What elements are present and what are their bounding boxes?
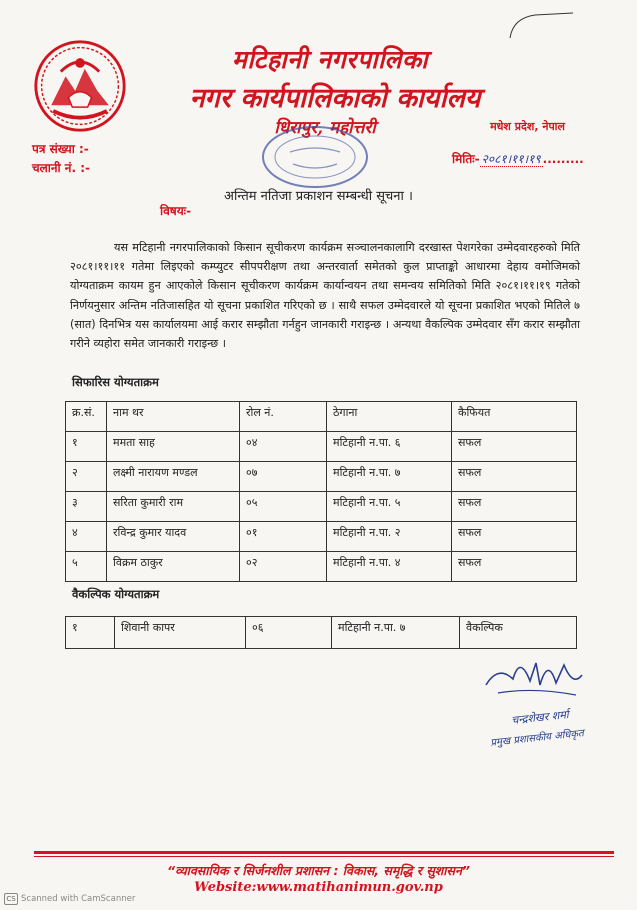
cell-roll: ०६ (246, 617, 332, 649)
cell-address: मटिहानी न.पा. २ (327, 522, 452, 552)
camscanner-icon: CS (4, 893, 18, 905)
date-value: २०८१।११।१९ (481, 152, 541, 166)
footer-slogan: “व्यावसायिक र सिर्जनशील प्रशासन : विकास, समृद्धि र सुशासन” (167, 863, 470, 878)
cell-serial: १ (66, 432, 107, 462)
cell-remarks: सफल (452, 522, 577, 552)
cell-address: मटिहानी न.पा. ५ (327, 492, 452, 522)
recommended-table (65, 401, 577, 582)
cell-address: मटिहानी न.पा. ७ (327, 462, 452, 492)
table-row (66, 492, 577, 522)
chalani-number-label: चलानी नं. :- (32, 161, 90, 175)
subject-title: अन्तिम नतिजा प्रकाशन सम्बन्धी सूचना । (224, 189, 413, 204)
cell-serial: ५ (66, 552, 107, 582)
district-address: धिरापुर, महोत्तरी (274, 118, 376, 138)
header-address: ठेगाना (327, 402, 452, 432)
cell-roll: ०२ (240, 552, 327, 582)
footer-website: Website:www.matihanimun.gov.np (194, 880, 443, 895)
date-line: मितिः- २०८१।११।१९ ......... (452, 152, 584, 166)
notice-body: यस मटिहानी नगरपालिकाको किसान सूचीकरण कार्यक्रम सञ्चालनकालागि दरखास्त पेशगरेका उम्मेदवारहरुको मिति २०८१।११।११ गतेमा लिइएको कम्प्युटर सीपपरीक्षण तथा अन्तरवार्ता समेतको कुल प्राप्ताङ्को आधारमा देहाय वमोजिमको योग्यताक्रम कायम हुन आएकोले किसान सूचीकरण कार्यक्रम कार्यान्वयन तथा समन्वय समितिको मिति २०८१।११।१९ गतेको निर्णयनुसार अन्तिम नतिजासहित यो सूचना प्रकाशित गरिएको छ । साथै सफल उम्मेदवारले यो सूचना प्रकाशित भएको मितिले ७ (सात) दिनभित्र यस कार्यालयमा आई करार सम्झौता गर्नहुन जानकारी गराइन्छ । अन्यथा वैकल्पिक उम्मेदवार सँग करार सम्झौता गरीने व्यहोरा समेत जानकारी गराइन्छ । (70, 241, 580, 351)
cell-roll: ०७ (240, 462, 327, 492)
cell-remarks: सफल (452, 432, 577, 462)
cell-serial: ३ (66, 492, 107, 522)
table-row (66, 522, 577, 552)
cell-remarks: सफल (452, 462, 577, 492)
scanner-text: Scanned with CamScanner (21, 894, 136, 904)
cell-serial: १ (66, 617, 115, 649)
cell-roll: ०१ (240, 522, 327, 552)
province-address: मधेश प्रदेश, नेपाल (490, 120, 565, 133)
nepal-emblem-icon (32, 38, 128, 134)
cell-name: ममता साह (107, 432, 240, 462)
alternative-label: वैकल्पिक योग्यताक्रम (72, 587, 160, 601)
cell-name: शिवानी कापर (115, 617, 246, 649)
footer-divider (34, 851, 614, 854)
corner-pen-mark (505, 10, 575, 40)
cell-address: मटिहानी न.पा. ७ (332, 617, 460, 649)
recommended-label: सिफारिस योग्यताक्रम (72, 375, 159, 389)
footer-divider-thin (34, 856, 614, 857)
cell-roll: ०५ (240, 492, 327, 522)
cell-name: विक्रम ठाकुर (107, 552, 240, 582)
scanner-watermark (4, 893, 135, 905)
office-name: नगर कार्यपालिकाको कार्यालय (189, 83, 481, 114)
table-header-row (66, 402, 577, 432)
table-row (66, 552, 577, 582)
cell-serial: २ (66, 462, 107, 492)
signature-icon (478, 645, 588, 705)
date-label: मितिः- (452, 152, 480, 166)
cell-remarks: सफल (452, 492, 577, 522)
cell-name: रविन्द्र कुमार यादव (107, 522, 240, 552)
cell-remarks: वैकल्पिक (460, 617, 577, 649)
cell-name: लक्ष्मी नारायण मण्डल (107, 462, 240, 492)
subject-label: विषयः- (160, 204, 192, 218)
header-serial: क्र.सं. (66, 402, 107, 432)
cell-address: मटिहानी न.पा. ६ (327, 432, 452, 462)
header-name: नाम थर (107, 402, 240, 432)
header-roll: रोल नं. (240, 402, 327, 432)
cell-serial: ४ (66, 522, 107, 552)
patra-sankhya-label: पत्र संख्या :- (32, 142, 89, 156)
table-row (66, 432, 577, 462)
cell-address: मटिहानी न.पा. ४ (327, 552, 452, 582)
cell-name: सरिता कुमारी राम (107, 492, 240, 522)
table-row (66, 462, 577, 492)
org-name: मटिहानी नगरपालिका (231, 45, 429, 74)
cell-roll: ०४ (240, 432, 327, 462)
signer-name: चन्द्रशेखर शर्मा (510, 708, 570, 727)
table-row (66, 617, 577, 649)
header-remarks: कैफियत (452, 402, 577, 432)
cell-remarks: सफल (452, 552, 577, 582)
signer-title: प्रमुख प्रशासकीय अधिकृत (489, 728, 585, 749)
office-stamp-icon (255, 122, 375, 192)
